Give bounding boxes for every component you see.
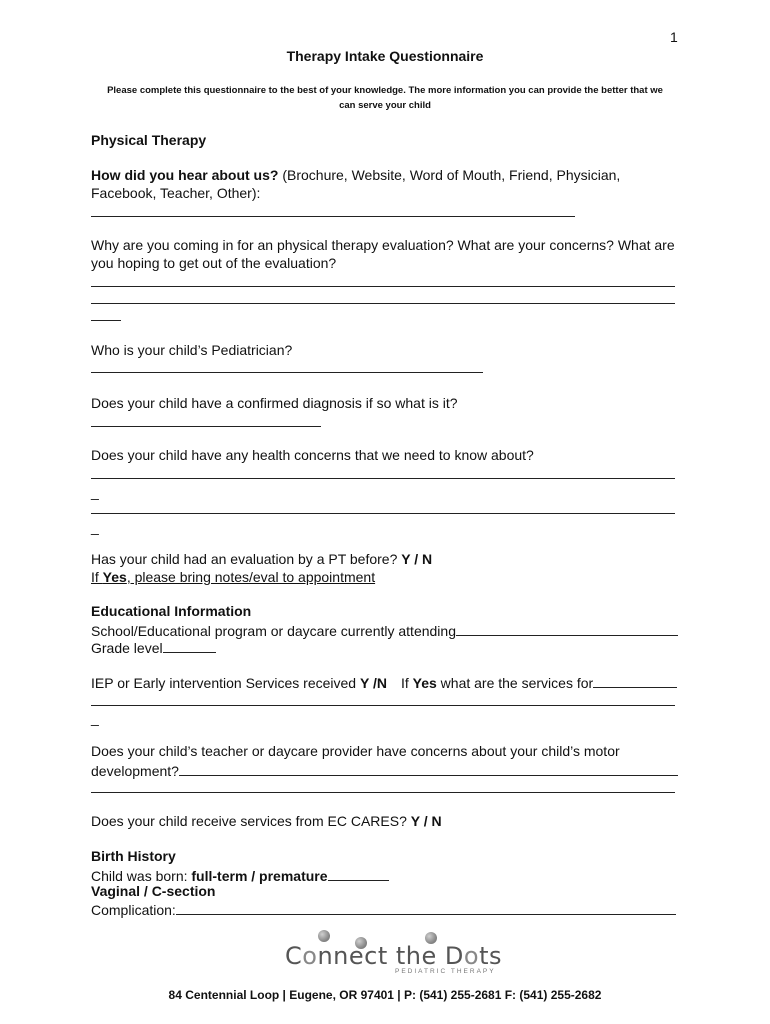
page-number: 1 <box>670 29 678 45</box>
answer-line-school[interactable] <box>456 621 678 636</box>
question-teacher-label: development? <box>91 763 179 779</box>
answer-line-health-2[interactable] <box>91 513 675 514</box>
question-iep-text: IEP or Early intervention Services received <box>91 675 360 691</box>
iep-if: If <box>400 675 413 691</box>
logo-letter-c: C <box>285 942 303 970</box>
iep-rest: what are the services for <box>436 675 594 691</box>
answer-line-teacher-inline[interactable] <box>179 761 678 776</box>
born-options[interactable]: full-term / premature <box>191 868 328 884</box>
answer-line-why-1[interactable] <box>91 286 675 287</box>
answer-line-complication[interactable] <box>176 900 676 915</box>
question-school <box>91 621 678 639</box>
answer-line-diagnosis[interactable] <box>91 426 321 427</box>
answer-dash-2: _ <box>91 519 99 535</box>
answer-line-why-3[interactable] <box>91 320 121 321</box>
intro-line-2: can serve your child <box>339 100 431 111</box>
logo-letter-o2: o <box>463 942 480 970</box>
logo-tagline: PEDIATRIC THERAPY <box>395 968 496 975</box>
question-school-label: School/Educational program or daycare currently attending <box>91 623 456 639</box>
answer-dash-3: _ <box>91 710 99 726</box>
logo-letter-o: o <box>302 942 318 970</box>
question-why-line2: you hoping to get out of the evaluation? <box>91 255 337 271</box>
question-pt-evaluation <box>91 551 432 567</box>
answer-dash-1: _ <box>91 484 99 500</box>
answer-line-why-2[interactable] <box>91 303 675 304</box>
answer-line-pediatrician[interactable] <box>91 372 483 373</box>
iep-yes: Yes <box>412 675 437 691</box>
answer-line-teacher-2[interactable] <box>91 792 675 793</box>
footer-contact: 84 Centennial Loop | Eugene, OR 97401 | P: (541) 255-2681 F: (541) 255-2682 <box>168 988 602 1002</box>
question-hear-about-us <box>91 167 620 183</box>
question-grade-label: Grade level <box>91 640 163 656</box>
question-complication-label: Complication: <box>91 902 176 918</box>
answer-line-health-1[interactable] <box>91 478 675 479</box>
pt-eval-yes-no[interactable]: Y / N <box>401 551 433 567</box>
question-health-concerns: Does your child have any health concerns that we need to know about? <box>91 447 534 463</box>
logo-dot-1 <box>318 930 330 942</box>
question-teacher-line2 <box>91 761 678 779</box>
pt-eval-note-if: If <box>91 569 103 585</box>
question-hear-line2: Facebook, Teacher, Other): <box>91 185 261 201</box>
answer-line-hear[interactable] <box>91 216 575 217</box>
question-ec-cares-text: Does your child receive services from EC CARES? <box>91 813 411 829</box>
question-pt-eval-text: Has your child had an evaluation by a PT before? <box>91 551 402 567</box>
answer-line-born[interactable] <box>328 866 389 881</box>
iep-yes-no[interactable]: Y /N <box>359 675 387 691</box>
section-physical-therapy: Physical Therapy <box>91 132 207 148</box>
logo <box>283 928 502 976</box>
logo-mid: nnect the D <box>317 942 464 970</box>
pt-eval-note-rest: , please bring notes/eval to appointment <box>126 569 376 585</box>
page-title: Therapy Intake Questionnaire <box>286 48 484 64</box>
section-birth-history: Birth History <box>91 848 176 864</box>
question-delivery[interactable]: Vaginal / C-section <box>91 883 216 899</box>
logo-end: ts <box>479 942 502 970</box>
intro-line-1: Please complete this questionnaire to the best of your knowledge. The more information you can provide the better that we <box>107 85 663 96</box>
question-why-line1: Why are you coming in for an physical therapy evaluation? What are your concerns? What are <box>91 237 675 253</box>
answer-line-grade[interactable] <box>163 638 216 653</box>
question-pediatrician: Who is your child’s Pediatrician? <box>91 342 293 358</box>
question-grade <box>91 638 216 656</box>
question-teacher-line1: Does your child’s teacher or daycare provider have concerns about your child’s motor <box>91 743 620 759</box>
answer-line-iep-1[interactable] <box>91 705 675 706</box>
question-born-label: Child was born: <box>91 868 192 884</box>
pt-eval-note-yes: Yes <box>102 569 127 585</box>
logo-wordmark <box>285 942 502 970</box>
question-complication <box>91 900 676 918</box>
question-diagnosis: Does your child have a confirmed diagnosis if so what is it? <box>91 395 458 411</box>
question-hear-options: (Brochure, Website, Word of Mouth, Friend, Physician, <box>278 167 621 183</box>
question-ec-cares <box>91 813 442 829</box>
answer-line-iep-inline[interactable] <box>593 673 677 688</box>
ec-cares-yes-no[interactable]: Y / N <box>410 813 442 829</box>
question-pt-eval-note <box>91 569 375 585</box>
question-born <box>91 866 389 884</box>
question-hear-label: How did you hear about us? <box>91 167 279 183</box>
question-iep <box>91 673 677 691</box>
section-educational-information: Educational Information <box>91 603 252 619</box>
